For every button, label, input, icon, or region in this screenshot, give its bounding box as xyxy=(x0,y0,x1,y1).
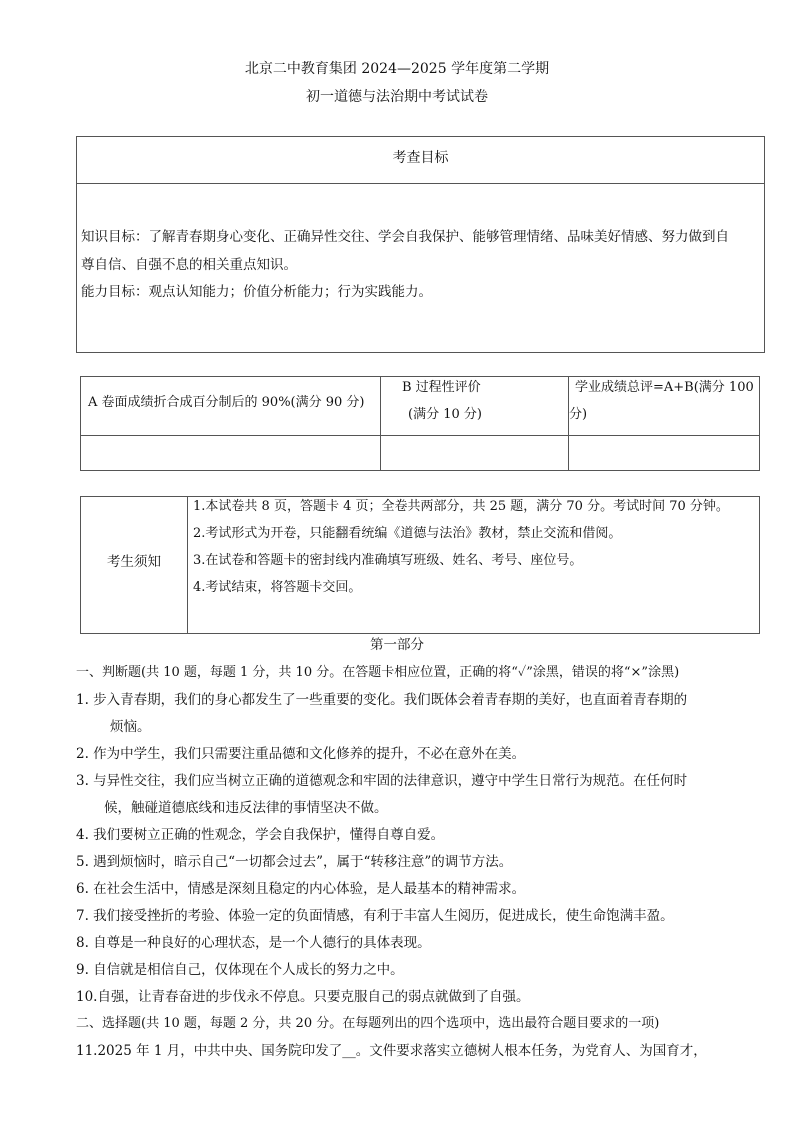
question-3-line1: 3. 与异性交往，我们应当树立正确的道德观念和牢固的法律意识，遵守中学生日常行为规范。在任何时 xyxy=(76,773,688,789)
notice-box xyxy=(80,496,760,634)
score-col-b-header-line1: B 过程性评价 xyxy=(402,380,481,395)
choice-section-heading: 二、选择题(共 10 题，每题 2 分，共 20 分。在每题列出的四个选项中，选出最符合题目要求的一项) xyxy=(76,1016,660,1031)
objectives-box xyxy=(76,136,765,353)
notice-item-4: 4.考试结束，将答题卡交回。 xyxy=(193,580,362,595)
question-7: 7. 我们接受挫折的考验、体验一定的负面情感，有利于丰富人生阅历，促进成长，使生命饱满丰盈。 xyxy=(76,908,674,924)
question-8: 8. 自尊是一种良好的心理状态，是一个人德行的具体表现。 xyxy=(76,935,431,951)
question-4: 4. 我们要树立正确的性观念，学会自我保护，懂得自尊自爱。 xyxy=(76,827,445,843)
notice-item-3: 3.在试卷和答题卡的密封线内准确填写班级、姓名、考号、座位号。 xyxy=(193,553,583,568)
part1-title: 第一部分 xyxy=(370,637,424,653)
question-5: 5. 遇到烦恼时，暗示自己“一切都会过去”，属于“转移注意”的调节方法。 xyxy=(76,854,513,870)
score-col-c-header-line2: 分) xyxy=(569,407,588,422)
question-1-line2: 烦恼。 xyxy=(110,719,151,735)
notice-item-1: 1.本试卷共 8 页，答题卡 4 页；全卷共两部分，共 25 题，满分 70 分。考试时间 70 分钟。 xyxy=(193,499,729,514)
question-9: 9. 自信就是相信自己，仅体现在个人成长的努力之中。 xyxy=(76,962,404,978)
score-table xyxy=(80,376,760,471)
score-table-row-divider xyxy=(81,435,759,436)
objectives-heading: 考查目标 xyxy=(392,150,449,166)
objectives-divider xyxy=(77,183,764,184)
notice-item-2: 2.考试形式为开卷，只能翻看统编《道德与法治》教材，禁止交流和借阅。 xyxy=(193,526,622,541)
score-col-c-header-line1: 学业成绩总评=A+B(满分 100 xyxy=(575,380,754,395)
knowledge-objective-line1: 知识目标：了解青春期身心变化、正确异性交往、学会自我保护、能够管理情绪、品味美好情感、努力做到自 xyxy=(81,229,729,245)
question-2: 2. 作为中学生，我们只需要注重品德和文化修养的提升，不必在意外在美。 xyxy=(76,746,526,762)
score-table-col-divider-1 xyxy=(380,377,381,470)
exam-subject-title: 初一道德与法治期中考试试卷 xyxy=(306,89,488,105)
judge-section-heading: 一、判断题(共 10 题，每题 1 分，共 10 分。在答题卡相应位置，正确的将“✓”涂黑，错误的将“×”涂黑) xyxy=(76,665,680,680)
exam-school-title: 北京二中教育集团 2024—2025 学年度第二学期 xyxy=(244,61,550,77)
notice-col-divider xyxy=(187,497,188,633)
question-6: 6. 在社会生活中，情感是深刻且稳定的内心体验，是人最基本的精神需求。 xyxy=(76,881,526,897)
score-col-a-header: A 卷面成绩折合成百分制后的 90%(满分 90 分) xyxy=(88,395,365,410)
question-11: 11.2025 年 1 月，中共中央、国务院印发了__。文件要求落实立德树人根本任务，为党育人、为国育才， xyxy=(76,1043,707,1059)
notice-label: 考生须知 xyxy=(107,554,161,570)
score-col-b-header-line2: (满分 10 分) xyxy=(408,407,482,422)
question-3-line2: 候，触碰道德底线和违反法律的事情坚决不做。 xyxy=(104,800,388,816)
ability-objective: 能力目标：观点认知能力；价值分析能力；行为实践能力。 xyxy=(81,284,432,300)
question-1-line1: 1. 步入青春期，我们的身心都发生了一些重要的变化。我们既体会着青春期的美好，也直面着青春期的 xyxy=(76,692,688,708)
knowledge-objective-line2: 尊自信、自强不息的相关重点知识。 xyxy=(81,257,297,273)
question-10: 10.自强，让青春奋进的步伐永不停息。只要克服自己的弱点就做到了自强。 xyxy=(76,989,530,1005)
